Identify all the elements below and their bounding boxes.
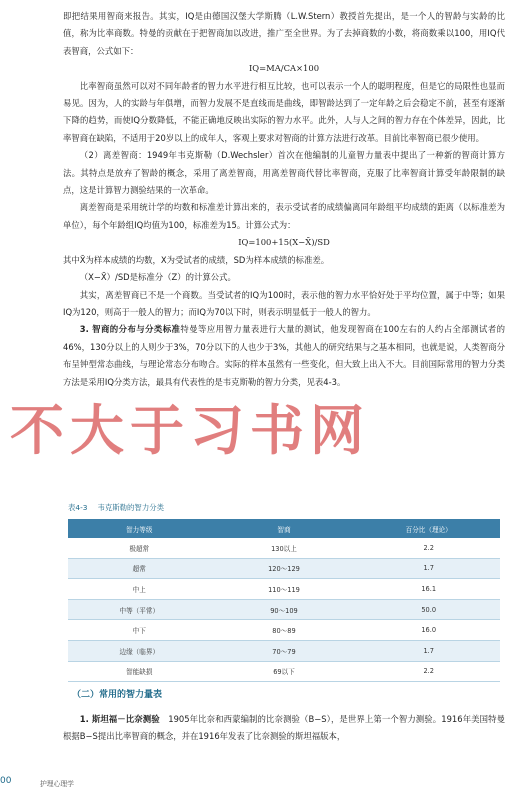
table-cell: 中上 [68,579,211,600]
paragraph: 比率智商虽然可以对不同年龄者的智力水平进行相互比较，也可以表示一个人的聪明程度，但是它的局限性也显而易见。因为，人的实龄与年俱增，而智力发展不是直线而是曲线，即智龄达到了一定年龄之后会稳定不前，甚至有逐渐下降的趋势，而使IQ分数降低，不能正确地反映出实际的智力水平。此外，人与人之间的智力存在个体差异，因此，比率智商在缺陷，不适用于20岁以上的成年人，客观上要求对智商的计算方法进行改革。目前比率智商已很少使用。 [63,80,505,143]
table-cell: 70～79 [211,640,358,661]
paragraph [63,711,505,746]
table-cell: 69以下 [211,661,358,682]
table-cell: 80～89 [211,620,358,641]
table-cell: 智能缺损 [68,661,211,682]
table-caption [68,502,174,513]
paragraph: 即把结果用智商来报告。其实，IQ是由德国汉堡大学斯腾（L.W.Stern）教授首先提出，是一个人的智龄与实龄的比值，称为比率商数。特曼的贡献在于把智商加以改进，推广至全世界。为了去掉商数的小数，将商数乘以100，用IQ代表智商，公式如下： [63,11,505,56]
table-row [68,558,500,579]
table-cell: 2.2 [357,661,500,682]
table-header-cell: 智商 [211,519,358,538]
paragraph: （X−X̄）/SD是标准分（Z）的计算公式。 [79,272,236,283]
paragraph: （2）离差智商：1949年韦克斯勒（D.Wechsler）首次在他编制的儿童智力量表中提出了一种新的智商计算方法。其特点是放弃了智龄的概念，采用了离差智商，用离差智商代替比率智商，克服了比率智商计算受年龄限制的缺点，这是计算智力测验结果的一次革命。 [63,150,505,196]
table-cell: 50.0 [357,599,500,620]
table-cell: 边缘（临界） [68,640,211,661]
table-cell: 16.1 [357,579,500,600]
body-text-bottom [63,711,505,746]
table-row [68,599,500,620]
body-text-top [63,8,505,391]
paragraph-body: 1905年比奈和西蒙编制的比奈测验（B−S），是世界上第一个智力测验。1916年美国特曼根据B−S提出比率智商的概念，并在1916年发表了比奈测验的斯坦福版本， [63,714,506,742]
paragraph: 其实，离差智商已不是一个商数。当受试者的IQ为100时，表示他的智力水平恰好处于平均位置，属于中等；如果IQ为120，则高于一般人的智力；而IQ为70以下时，则表示明显低于一般人的智力。 [63,289,505,317]
table-cell: 120～129 [211,558,358,579]
table-cell: 130以上 [211,538,358,558]
formula-deviation-iq: IQ=100+15(X−X̄)/SD [238,237,330,248]
paragraph: 其中X̄为样本成绩的均数，X为受试者的成绩，SD为样本成绩的标准差。 [63,254,330,265]
table-header-cell: 智力等级 [68,519,211,538]
table-cell: 极超常 [68,538,211,558]
table-cell: 中等（平常） [68,599,211,620]
table-title: 韦克斯勒的智力分类 [97,503,164,512]
table-cell: 超常 [68,558,211,579]
table-row [68,661,500,682]
table-header-cell: 百分比（理论） [357,519,500,538]
section-heading: （二）常用的智力量表 [72,690,163,700]
table-row [68,640,500,661]
paragraph: 离差智商是采用统计学的均数和标准差计算出来的，表示受试者的成绩偏离同年龄组平均成绩的距离（以标准差为单位），每个年龄组IQ均值为100，标准差为15。计算公式为： [63,202,505,230]
table-row [68,620,500,641]
table-cell: 中下 [68,620,211,641]
table-cell: 90～109 [211,599,358,620]
table-row [68,579,500,600]
watermark-stamp: 不大于习书网 [10,398,370,462]
running-footer-title: 护理心理学 [40,780,74,788]
page-number: 00 [0,776,12,786]
table-number: 表4-3 [68,503,88,512]
table-cell: 110～119 [211,579,358,600]
table-cell: 1.7 [357,640,500,661]
formula-ratio-iq: IQ=MA/CA×100 [248,63,320,74]
paragraph [63,321,505,391]
paragraph-lead: 1. 斯坦福－比奈测验 [79,714,160,724]
iq-classification-table [68,519,500,682]
table-cell: 16.0 [357,620,500,641]
paragraph-body: 特曼等应用智力量表进行大量的测试，他发现智商在100左右的人约占全部测试者的46%，130分以上的人则少于3%，70分以下的人也少于3%，其他人的研究结果与之基本相同，也就是说，人类智商分布呈钟型常态曲线，与理论常态分布吻合。实际的样本虽然有一些变化，但大致上出入不大。目前国际常用的智力分类方法是采用IQ分类方法，最具有代表性的是韦克斯勒的智力分类，见表4-3。 [63,324,505,387]
table-row [68,538,500,558]
table-cell: 1.7 [357,558,500,579]
paragraph-lead: 3. 智商的分布与分类标准 [79,324,181,335]
table-cell: 2.2 [357,538,500,558]
